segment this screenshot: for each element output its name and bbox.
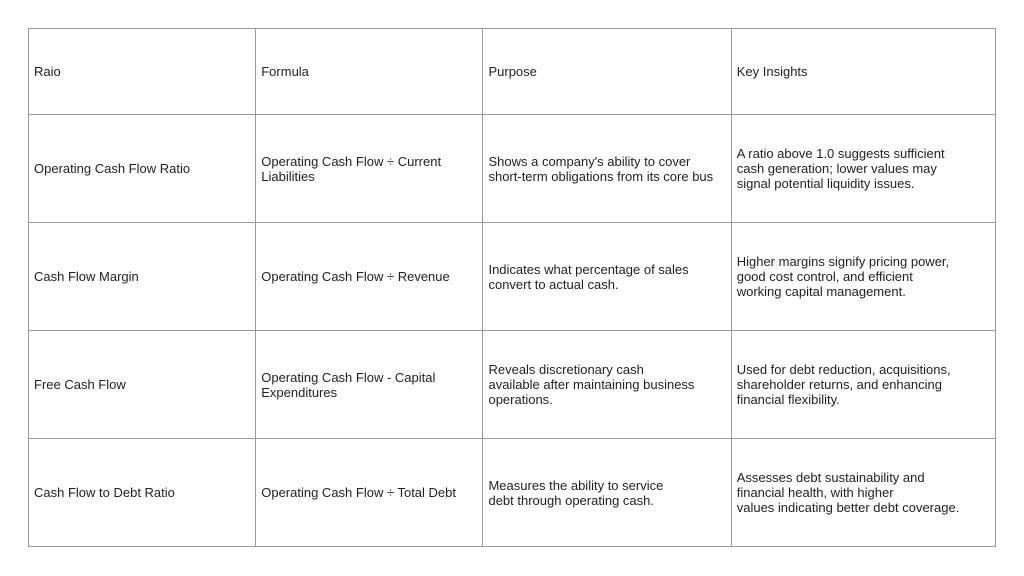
formula-cell: Operating Cash Flow - Capital Expenditures: [256, 331, 483, 439]
header-key-insights: Key Insights: [731, 29, 995, 115]
insights-cell: A ratio above 1.0 suggests sufficient cash generation; lower values may signal potential liquidity issues.: [731, 115, 995, 223]
header-formula: Formula: [256, 29, 483, 115]
purpose-cell: Reveals discretionary cash available after maintaining business operations.: [483, 331, 731, 439]
header-ratio: Raio: [29, 29, 256, 115]
table-row: [29, 439, 996, 547]
cash-flow-ratios-table: [28, 28, 996, 547]
table-header-row: [29, 29, 996, 115]
formula-cell: Operating Cash Flow ÷ Current Liabilities: [256, 115, 483, 223]
ratio-cell: Cash Flow Margin: [29, 223, 256, 331]
ratio-cell: Free Cash Flow: [29, 331, 256, 439]
purpose-cell: Shows a company's ability to cover short-term obligations from its core bus: [483, 115, 731, 223]
insights-cell: Assesses debt sustainability and financial health, with higher values indicating better debt coverage.: [731, 439, 995, 547]
purpose-cell: Indicates what percentage of sales convert to actual cash.: [483, 223, 731, 331]
ratio-cell: Cash Flow to Debt Ratio: [29, 439, 256, 547]
formula-cell: Operating Cash Flow ÷ Revenue: [256, 223, 483, 331]
insights-cell: Used for debt reduction, acquisitions, shareholder returns, and enhancing financial flexibility.: [731, 331, 995, 439]
insights-cell: Higher margins signify pricing power, good cost control, and efficient working capital management.: [731, 223, 995, 331]
table-row: [29, 223, 996, 331]
table-row: [29, 331, 996, 439]
ratio-cell: Operating Cash Flow Ratio: [29, 115, 256, 223]
table-row: [29, 115, 996, 223]
formula-cell: Operating Cash Flow ÷ Total Debt: [256, 439, 483, 547]
header-purpose: Purpose: [483, 29, 731, 115]
purpose-cell: Measures the ability to service debt through operating cash.: [483, 439, 731, 547]
